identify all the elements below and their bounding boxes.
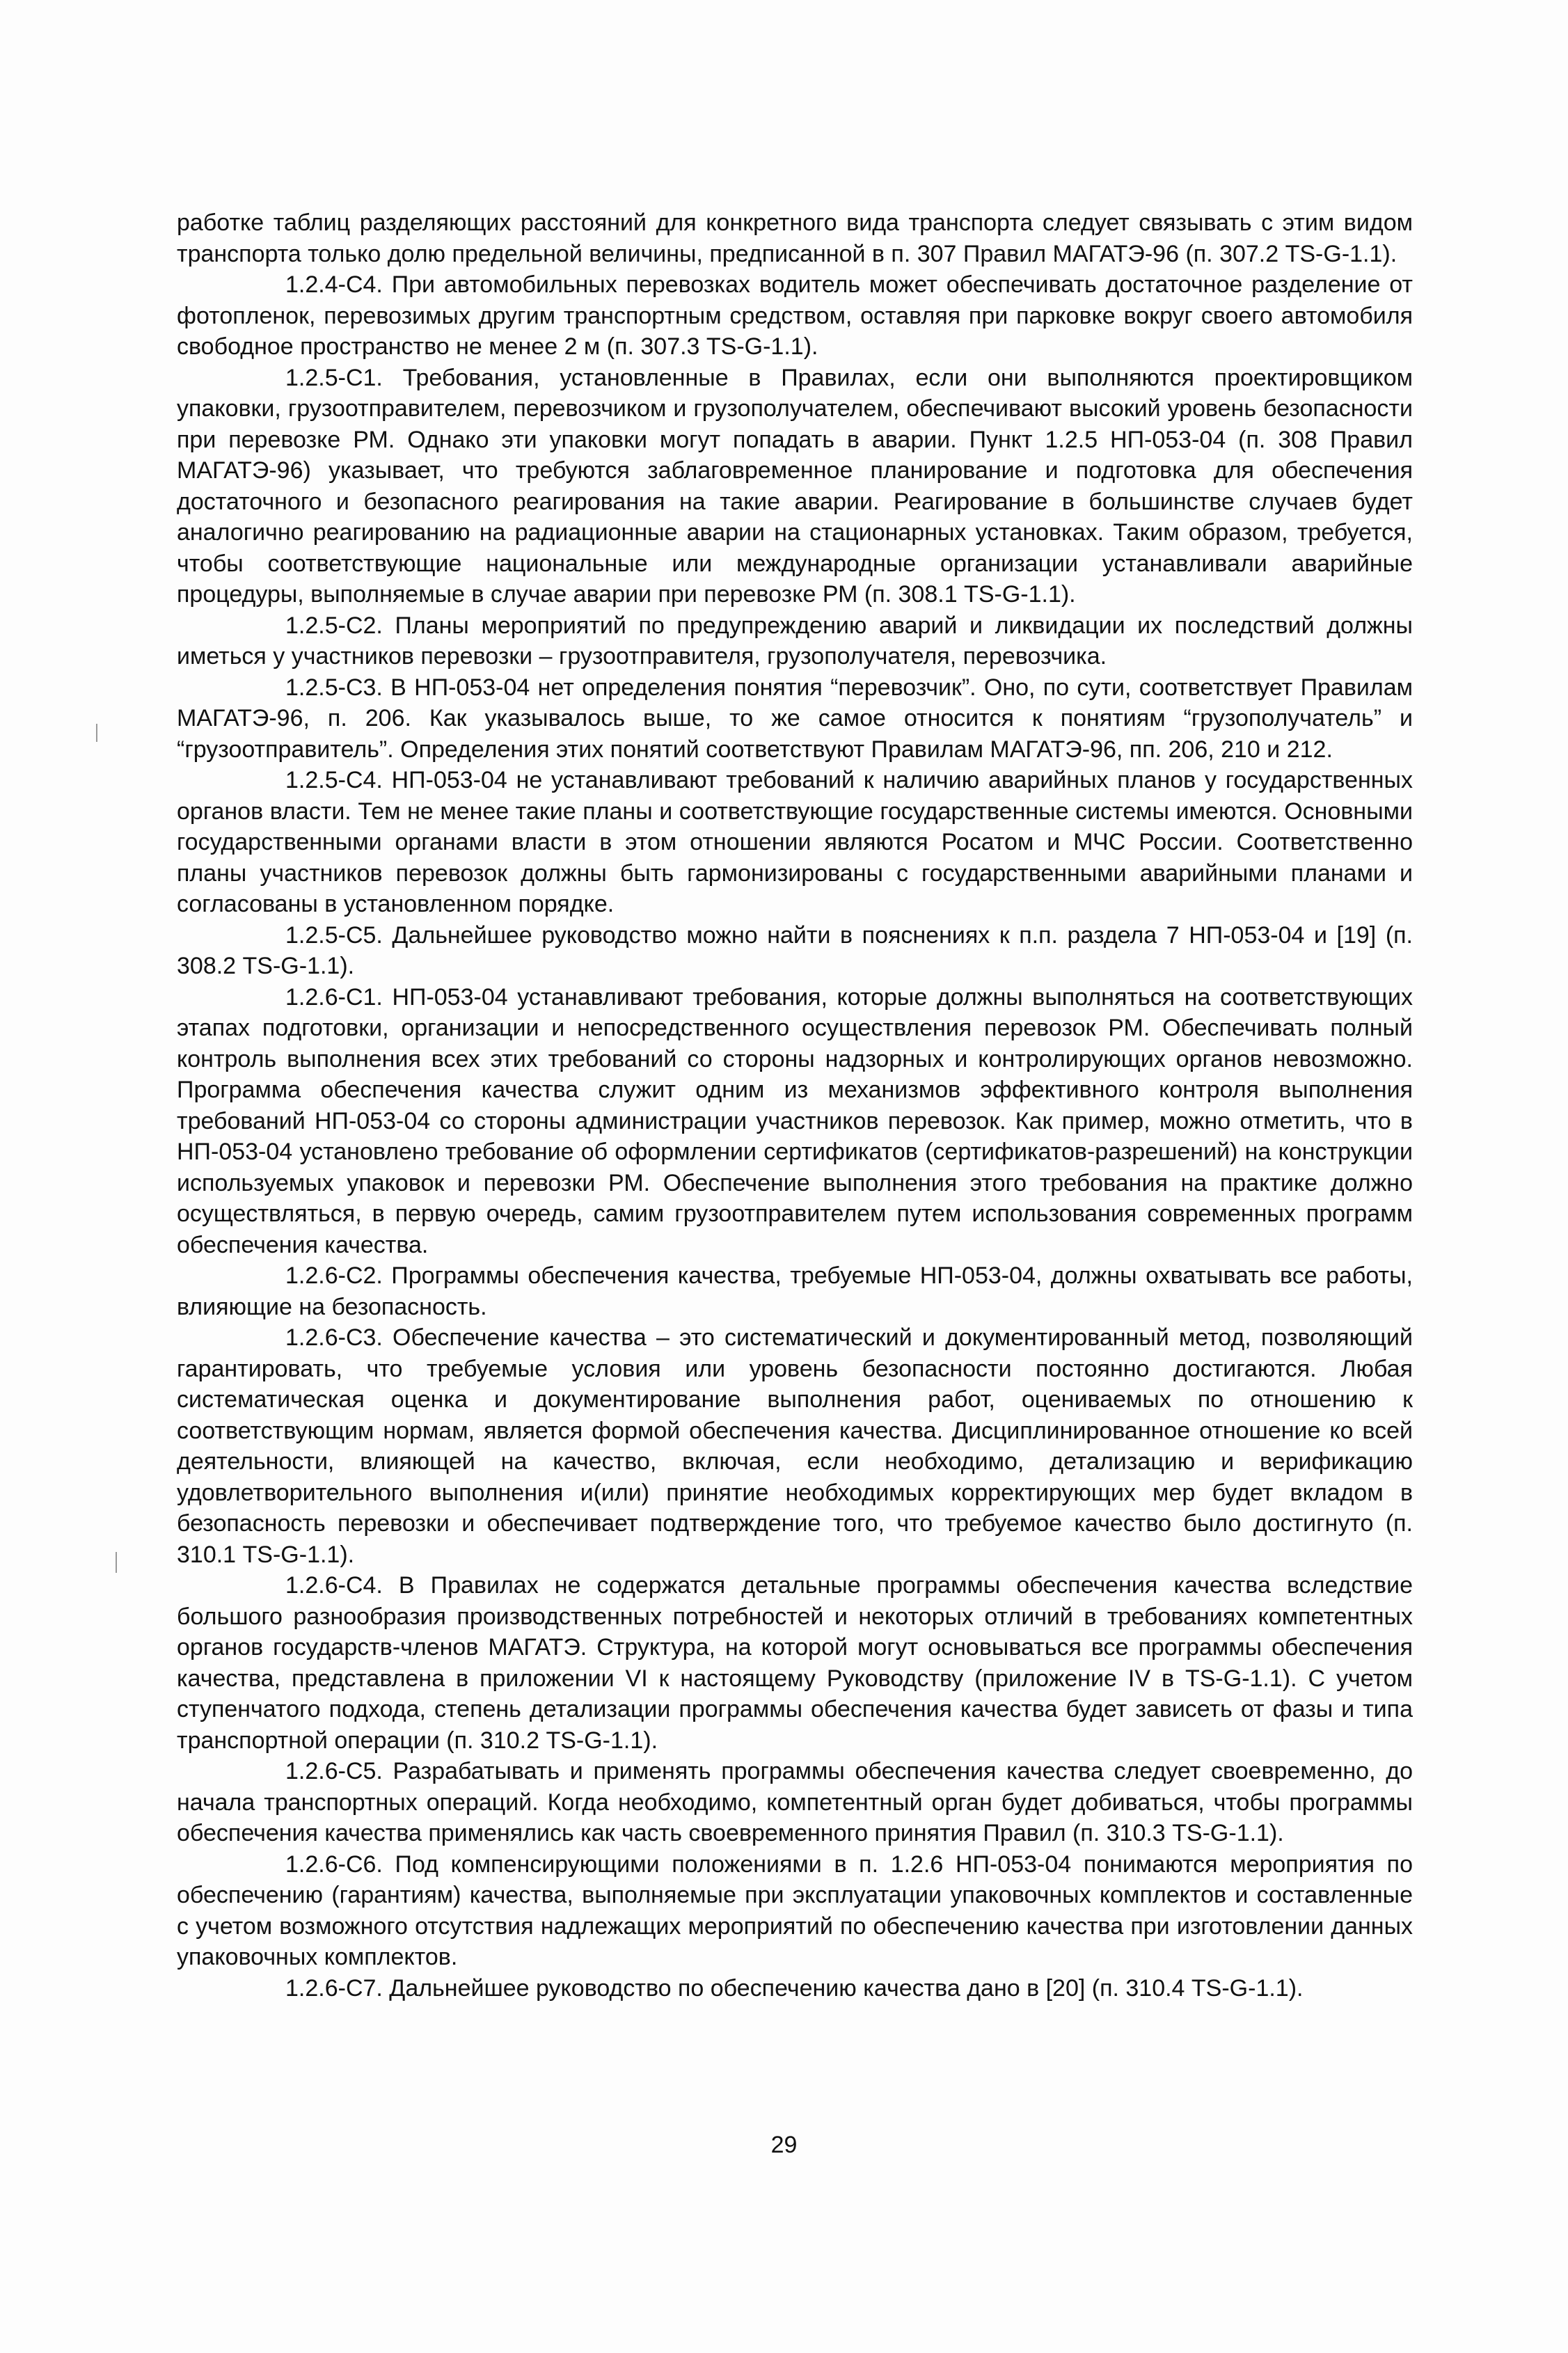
paragraph: 1.2.6-С2. Программы обеспечения качества, требуемые НП-053-04, должны охватывать все работы, влияющие на безопасность. <box>177 1262 1413 1320</box>
scan-mark-left-top <box>96 724 97 742</box>
paragraph: 1.2.5-С3. В НП-053-04 нет определения понятия “перевозчик”. Оно, по сути, соответствует Правилам МАГАТЭ-96, п. 206. Как указывалось выше, то же самое относится к понятиям “грузополучатель” и “грузоотправитель”. Определения этих понятий соответствуют Правилам МАГАТЭ-96, пп. 206, 210 и 212. <box>177 674 1413 763</box>
paragraph: 1.2.5-С4. НП-053-04 не устанавливают требований к наличию аварийных планов у государственных органов власти. Тем не менее такие планы и соответствующие государственные системы имеются. Основными государственными органами власти в этом отношении являются Росатом и МЧС России. Соответственно планы участников перевозок должны быть гармонизированы с государственными аварийными планами и согласованы в установленном порядке. <box>177 767 1413 917</box>
scan-mark-left-bottom <box>116 1552 117 1573</box>
paragraph: 1.2.6-С5. Разрабатывать и применять программы обеспечения качества следует своевременно, до начала транспортных операций. Когда необходимо, компетентный орган будет добиваться, чтобы программы обеспечения качества применялись как часть своевременного принятия Правил (п. 310.3 TS-G-1.1). <box>177 1758 1413 1846</box>
paragraph: 1.2.4-С4. При автомобильных перевозках водитель может обеспечивать достаточное разделение от фотопленок, перевозимых другим транспортным средством, оставляя при парковке вокруг своего автомобиля свободное пространство не менее 2 м (п. 307.3 TS-G-1.1). <box>177 271 1413 360</box>
paragraph: 1.2.6-С4. В Правилах не содержатся детальные программы обеспечения качества вследствие большого разнообразия производственных потребностей и некоторых отличий в требованиях компетентных органов государств-членов МАГАТЭ. Структура, на которой могут основываться все программы обеспечения качества, представлена в приложении VI к настоящему Руководству (приложение IV в TS-G-1.1). С учетом ступенчатого подхода, степень детализации программы обеспечения качества будет зависеть от фазы и типа транспортной операции (п. 310.2 TS-G-1.1). <box>177 1572 1413 1754</box>
paragraph: 1.2.5-С2. Планы мероприятий по предупреждению аварий и ликвидации их последствий должны иметься у участников перевозки – грузоотправителя, грузополучателя, перевозчика. <box>177 612 1413 670</box>
paragraph: 1.2.5-С1. Требования, установленные в Правилах, если они выполняются проектировщиком упаковки, грузоотправителем, перевозчиком и грузополучателем, обеспечивают высокий уровень безопасности при перевозке РМ. Однако эти упаковки могут попадать в аварии. Пункт 1.2.5 НП-053-04 (п. 308 Правил МАГАТЭ-96) указывает, что требуются заблаговременное планирование и подготовка для обеспечения достаточного и безопасного реагирования на такие аварии. Реагирование в большинстве случаев будет аналогично реагированию на радиационные аварии на стационарных установках. Таким образом, требуется, чтобы соответствующие национальные или международные организации устанавливали аварийные процедуры, выполняемые в случае аварии при перевозке РМ (п. 308.1 TS-G-1.1). <box>177 364 1413 608</box>
paragraph: 1.2.6-С1. НП-053-04 устанавливают требования, которые должны выполняться на соответствующих этапах подготовки, организации и непосредственного осуществления перевозок РМ. Обеспечивать полный контроль выполнения всех этих требований со стороны надзорных и контролирующих органов невозможно. Программа обеспечения качества служит одним из механизмов эффективного контроля выполнения требований НП-053-04 со стороны администрации участников перевозок. Как пример, можно отметить, что в НП-053-04 установлено требование об оформлении сертификатов (сертификатов-разрешений) на конструкции используемых упаковок и перевозки РМ. Обеспечение выполнения этого требования на практике должно осуществляться, в первую очередь, самим грузоотправителем путем использования современных программ обеспечения качества. <box>177 983 1413 1258</box>
paragraph: 1.2.5-С5. Дальнейшее руководство можно найти в пояснениях к п.п. раздела 7 НП-053-04 и [19] (п. 308.2 TS-G-1.1). <box>177 921 1413 979</box>
paragraph: 1.2.6-С6. Под компенсирующими положениями в п. 1.2.6 НП-053-04 понимаются мероприятия по обеспечению (гарантиям) качества, выполняемые при эксплуатации упаковочных комплектов и составленные с учетом возможного отсутствия надлежащих мероприятий по обеспечению качества при изготовлении данных упаковочных комплектов. <box>177 1851 1413 1970</box>
paragraph: 1.2.6-С3. Обеспечение качества – это систематический и документированный метод, позволяющий гарантировать, что требуемые условия или уровень безопасности постоянно достигаются. Любая систематическая оценка и документирование выполнения работ, оцениваемых по отношению к соответствующим нормам, является формой обеспечения качества. Дисциплинированное отношение ко всей деятельности, влияющей на качество, включая, если необходимо, детализацию и верификацию удовлетворительного выполнения и(или) принятие необходимых корректирующих мер будет вкладом в безопасность перевозки и обеспечивает подтверждение того, что требуемое качество было достигнуто (п. 310.1 TS-G-1.1). <box>177 1324 1413 1568</box>
body-text <box>177 207 1413 2004</box>
page-number: 29 <box>770 2132 798 2158</box>
paragraph: работке таблиц разделяющих расстояний для конкретного вида транспорта следует связывать с этим видом транспорта только долю предельной величины, предписанной в п. 307 Правил МАГАТЭ-96 (п. 307.2 TS-G-1.1). <box>177 209 1413 267</box>
paragraph: 1.2.6-С7. Дальнейшее руководство по обеспечению качества дано в [20] (п. 310.4 TS-G-1.1). <box>285 1974 1304 2002</box>
